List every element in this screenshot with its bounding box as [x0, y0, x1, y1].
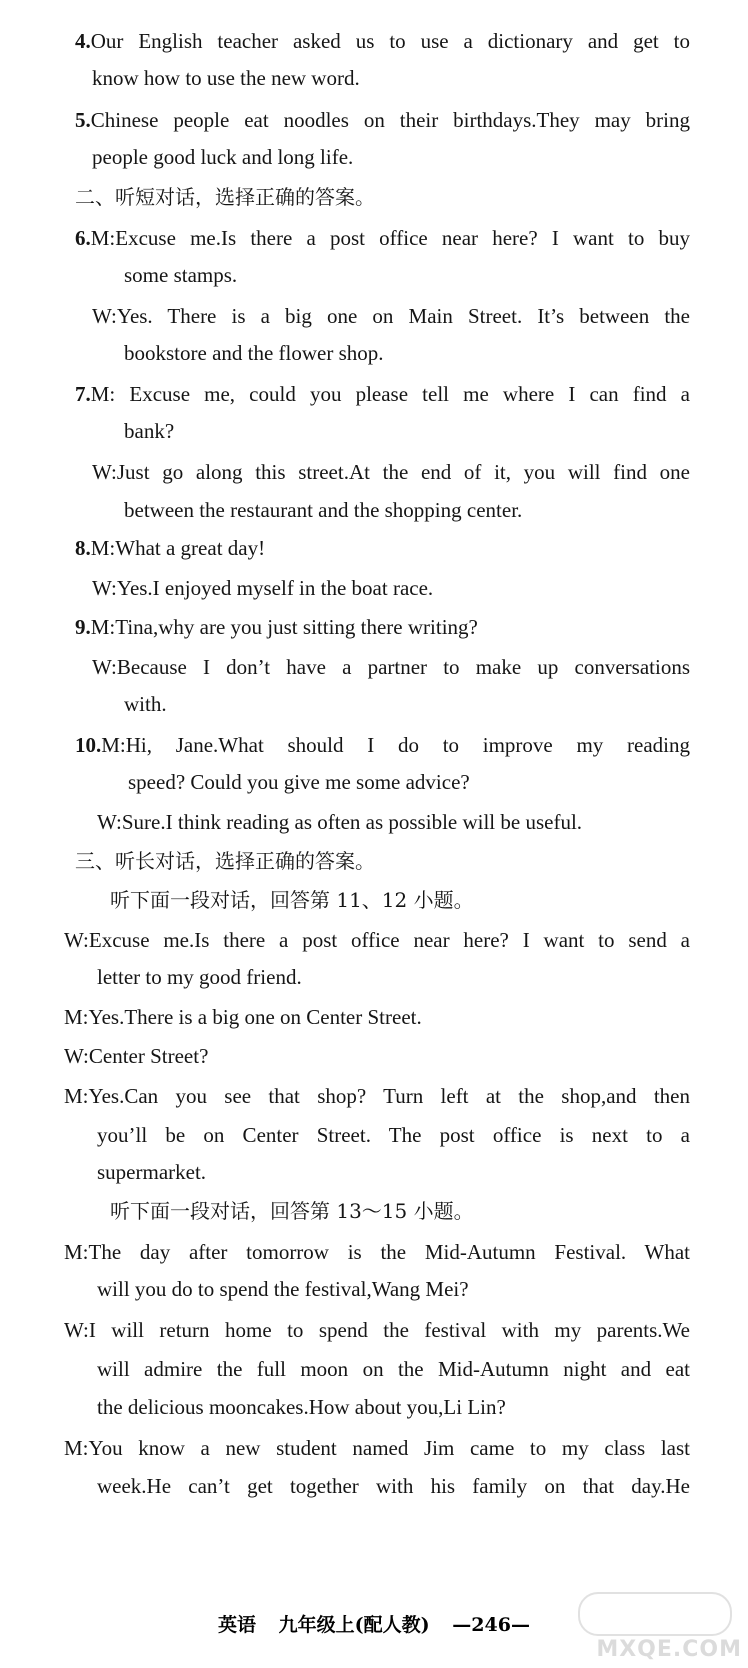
- text-line: [64, 1003, 748, 1031]
- line-text: 听下面一段对话，回答第 13～15 小题。: [110, 1199, 474, 1223]
- text-line: [92, 143, 748, 171]
- line-text: M:What a great day!: [90, 536, 266, 560]
- text-line: [97, 1121, 690, 1149]
- text-line: [64, 1082, 690, 1110]
- line-text: supermarket.: [97, 1160, 207, 1184]
- line-text: M:Yes.Can you see that shop? Turn left at the shop,and then: [64, 1084, 690, 1108]
- text-line: [75, 380, 690, 408]
- text-line: [124, 690, 748, 718]
- item-number: 7.: [75, 382, 91, 406]
- line-text: the delicious mooncakes.How about you,Li Lin?: [97, 1395, 506, 1419]
- line-text: bank?: [124, 419, 175, 443]
- line-text: letter to my good friend.: [97, 965, 302, 989]
- line-text: M:The day after tomorrow is the Mid-Autumn Festival. What: [64, 1240, 690, 1264]
- line-text: W:Just go along this street.At the end of it, you will find one: [92, 460, 690, 484]
- text-line: [92, 302, 690, 330]
- footer-page-number: —246—: [452, 1614, 530, 1636]
- line-text: 二、听短对话，选择正确的答案。: [75, 185, 375, 209]
- text-line: [75, 534, 748, 562]
- text-line: [75, 224, 690, 252]
- line-text: M:You know a new student named Jim came to my class last: [64, 1436, 690, 1460]
- item-number: 5.: [75, 108, 91, 132]
- line-text: W:Center Street?: [64, 1044, 209, 1068]
- item-number: 8.: [75, 536, 91, 560]
- item-number: 4.: [75, 29, 91, 53]
- line-text: will you do to spend the festival,Wang Mei?: [97, 1277, 469, 1301]
- text-line: [97, 808, 748, 836]
- text-line: [64, 1316, 690, 1344]
- footer-subject: 英语: [218, 1614, 257, 1636]
- watermark-seal-icon: [578, 1592, 732, 1636]
- text-line: [75, 27, 690, 55]
- footer-grade: 九年级上(配人教): [278, 1614, 430, 1636]
- item-number: 10.: [75, 733, 102, 757]
- text-line: [124, 339, 748, 367]
- line-text: you’ll be on Center Street. The post office is next to a: [97, 1123, 690, 1147]
- line-text: week.He can’t get together with his family on that day.He: [97, 1474, 690, 1498]
- text-line: [92, 574, 748, 602]
- line-text: M: Excuse me, could you please tell me where I can find a: [90, 382, 690, 406]
- text-line: [64, 1434, 690, 1462]
- line-text: M:Tina,why are you just sitting there writing?: [90, 615, 478, 639]
- text-line: [110, 1197, 748, 1225]
- watermark-logo: [572, 1592, 742, 1662]
- line-text: 三、听长对话，选择正确的答案。: [75, 849, 375, 873]
- text-line: [75, 183, 748, 211]
- text-line: [97, 1472, 690, 1500]
- text-line: [128, 768, 748, 796]
- text-line: [75, 106, 690, 134]
- text-line: [97, 1275, 748, 1303]
- text-line: [110, 886, 748, 914]
- line-text: 听下面一段对话，回答第 11、12 小题。: [110, 888, 474, 912]
- text-line: [92, 64, 748, 92]
- line-text: with.: [124, 692, 167, 716]
- line-text: people good luck and long life.: [92, 145, 354, 169]
- line-text: bookstore and the flower shop.: [124, 341, 384, 365]
- watermark-text: MXQE.COM: [596, 1637, 742, 1662]
- text-line: [97, 963, 748, 991]
- text-line: [64, 926, 690, 954]
- text-line: [124, 496, 748, 524]
- line-text: Chinese people eat noodles on their birthdays.They may bring: [90, 108, 690, 132]
- text-line: [64, 1042, 748, 1070]
- line-text: W:Yes.I enjoyed myself in the boat race.: [92, 576, 434, 600]
- text-line: [124, 261, 748, 289]
- line-text: some stamps.: [124, 263, 238, 287]
- line-text: between the restaurant and the shopping center.: [124, 498, 523, 522]
- line-text: know how to use the new word.: [92, 66, 360, 90]
- line-text: W:Yes. There is a big one on Main Street. It’s between the: [92, 304, 690, 328]
- item-number: 9.: [75, 615, 91, 639]
- text-line: [75, 731, 690, 759]
- text-line: [97, 1355, 690, 1383]
- line-text: W:Because I don’t have a partner to make up conversations: [92, 655, 690, 679]
- line-text: W:Sure.I think reading as often as possible will be useful.: [97, 810, 583, 834]
- line-text: will admire the full moon on the Mid-Autumn night and eat: [97, 1357, 690, 1381]
- line-text: M:Excuse me.Is there a post office near here? I want to buy: [90, 226, 690, 250]
- text-line: [75, 613, 748, 641]
- text-line: [75, 847, 748, 875]
- line-text: W:Excuse me.Is there a post office near here? I want to send a: [64, 928, 690, 952]
- line-text: M:Yes.There is a big one on Center Street.: [64, 1005, 422, 1029]
- text-line: [92, 653, 690, 681]
- line-text: speed? Could you give me some advice?: [128, 770, 470, 794]
- item-number: 6.: [75, 226, 91, 250]
- line-text: W:I will return home to spend the festival with my parents.We: [64, 1318, 690, 1342]
- text-line: [92, 458, 690, 486]
- text-line: [124, 417, 748, 445]
- text-line: [64, 1238, 690, 1266]
- text-line: [97, 1393, 748, 1421]
- text-line: [97, 1158, 748, 1186]
- line-text: Our English teacher asked us to use a dictionary and get to: [90, 29, 690, 53]
- line-text: M:Hi, Jane.What should I do to improve my reading: [101, 733, 690, 757]
